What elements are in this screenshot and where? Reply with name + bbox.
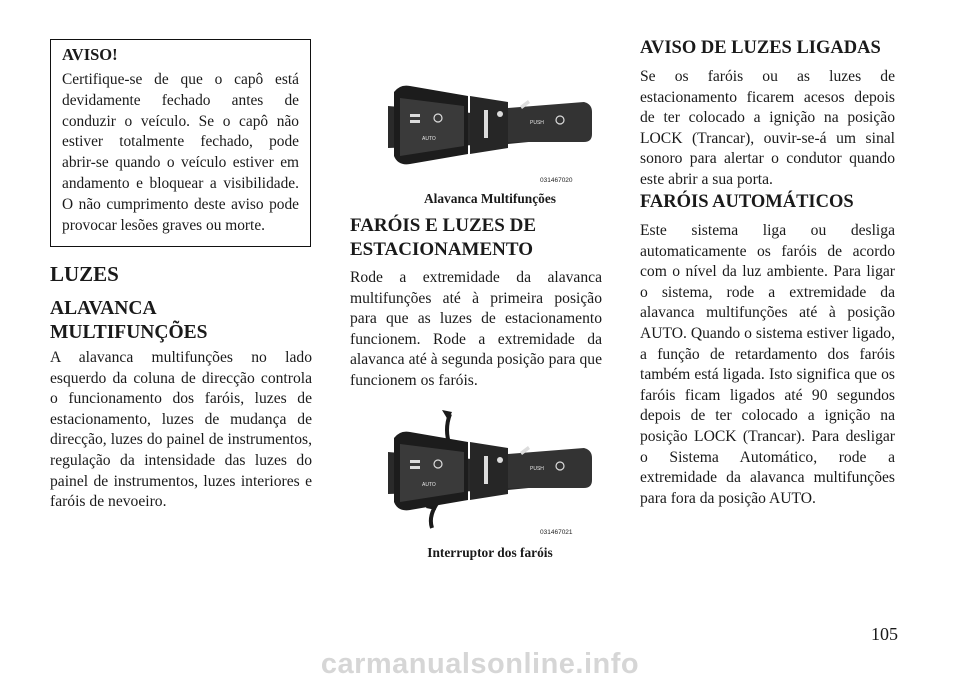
switch-illustration (380, 406, 600, 538)
page-number: 105 (871, 624, 898, 644)
watermark: carmanualsonline.info (320, 648, 640, 680)
left-paragraph: A alavanca multifunções no lado esquerdo da coluna de direcção controla o funcionamento dos faróis, luzes de estacionamento, luzes de mudança de direcção, luzes do painel de instrumentos, regulação da intensidade das luzes do painel de instrumentos, luzes interiores e faróis de nevoeiro. (50, 349, 312, 511)
heading-farois-automaticos: FARÓIS AUTOMÁTICOS (640, 192, 854, 212)
heading-farois-estacionamento: FARÓIS E LUZES DE ESTACIONAMENTO (350, 215, 537, 260)
section-title-luzes: LUZES (50, 262, 119, 286)
heading-aviso-luzes-ligadas: AVISO DE LUZES LIGADAS (640, 38, 881, 58)
figure1-caption: Alavanca Multifunções (423, 191, 557, 206)
fig2-push-label: PUSH (530, 466, 544, 472)
figure-multifunction-lever (380, 62, 600, 186)
lever-illustration (380, 62, 600, 186)
figure2-caption: Interruptor dos faróis (427, 545, 553, 560)
fig2-auto-label: AUTO (422, 482, 436, 488)
right-paragraph-1: Se os faróis ou as luzes de estacionamento ficarem acesos depois de ter colocado a ignição na posição LOCK (Trancar), ouvir-se-á um sinal sonoro para alertar o condutor quando este abrir a sua porta. (640, 68, 895, 188)
right-paragraph-2: Este sistema liga ou desliga automaticamente os faróis de acordo com o nível da luz ambiente. Para ligar o sistema, rode a extremidade da alavanca multifunções até à posição AUTO. Quando o sistema estiver ligado, a função de retardamento dos faróis também está ligada. Isto significa que os faróis ficam ligados até 90 segundos depois de ter colocado a ignição na posição LOCK (Trancar). Para desligar o Sistema Automático, rode a extremidade da alavanca multifunções para fora da posição AUTO. (640, 222, 895, 507)
fig1-code: 031467020 (540, 177, 573, 184)
fig2-code: 031467021 (540, 529, 573, 536)
fig1-push-label: PUSH (530, 120, 544, 126)
subsection-title-alavanca: ALAVANCA MULTIFUNÇÕES (50, 298, 208, 343)
warning-title: AVISO! (62, 45, 118, 64)
figure-headlight-switch (380, 406, 600, 538)
fig1-auto-label: AUTO (422, 136, 436, 142)
warning-box (50, 39, 311, 247)
warning-text: Certifique-se de que o capô está devidamente fechado antes de conduzir o veículo. Se o capô não estiver totalmente fechado, pode abrir-se quando o veículo estiver em andamento e bloquear a visibilidade. O não cumprimento deste aviso pode provocar lesões graves ou morte. (62, 71, 299, 234)
middle-paragraph: Rode a extremidade da alavanca multifunções até à primeira posição para que as luzes de estacionamento funcionem. Rode a extremidade da alavanca até à segunda posição para que funcionem os faróis. (350, 269, 602, 389)
